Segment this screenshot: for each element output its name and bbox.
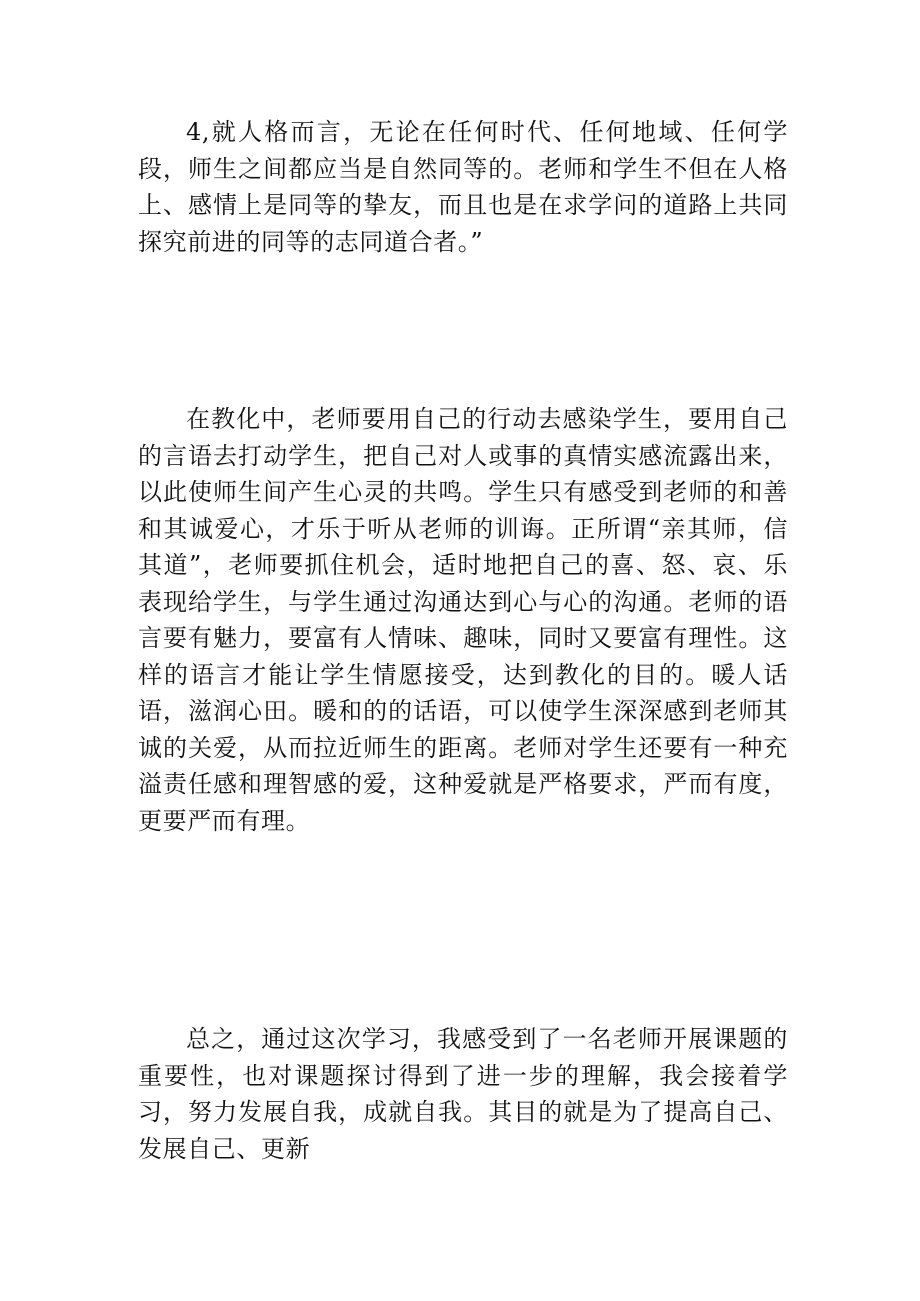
paragraph-personality-equality: 4,就人格而言，无论在任何时代、任何地域、任何学段，师生之间都应当是自然同等的。老师和学生不但在人格上、感情上是同等的挚友，而且也是在求学问的道路上共同探究前进的同等的志同道合者。”: [138, 118, 788, 256]
paragraph-teaching-influence: 在教化中，老师要用自己的行动去感染学生，要用自己的言语去打动学生，把自己对人或事的真情实感流露出来，以此使师生间产生心灵的共鸣。学生只有感受到老师的和善和其诚爱心，才乐于听从老师的训诲。正所谓“亲其师，信其道”，老师要抓住机会，适时地把自己的喜、怒、哀、乐表现给学生，与学生通过沟通达到心与心的沟通。老师的语言要有魅力，要富有人情味、趣味，同时又要富有理性。这样的语言才能让学生情愿接受，达到教化的目的。暖人话语，滋润心田。暖和的的话语，可以使学生深深感到老师其诚的关爱，从而拉近师生的距离。老师对学生还要有一种充溢责任感和理智感的爱，这种爱就是严格要求，严而有度，更要严而有理。: [138, 405, 788, 835]
paragraph-conclusion: 总之，通过这次学习，我感受到了一名老师开展课题的重要性，也对课题探讨得到了进一步的理解，我会接着学习，努力发展自我，成就自我。其目的就是为了提高自己、发展自己、更新: [138, 1025, 788, 1163]
